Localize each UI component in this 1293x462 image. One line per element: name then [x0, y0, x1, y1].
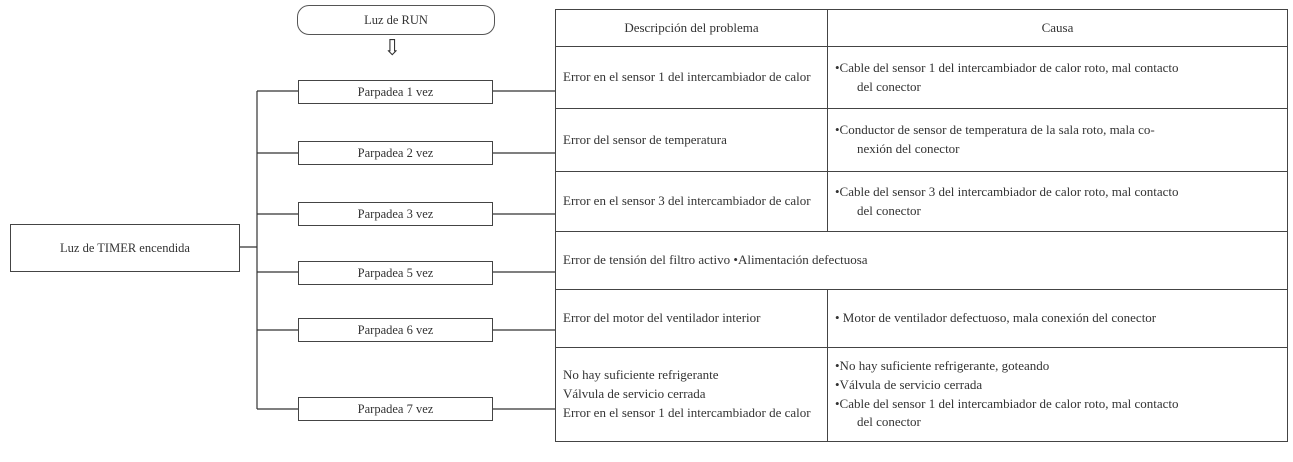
timer-light-label: Luz de TIMER encendida [60, 240, 190, 255]
header-causa: Causa [828, 10, 1288, 47]
problem-cell [556, 348, 828, 442]
table-row [556, 290, 1288, 348]
causa-text: •Cable del sensor 1 del intercambiador de calor roto, mal contacto [835, 395, 1179, 411]
table-row [556, 47, 1288, 109]
timer-light-box [10, 224, 240, 272]
causa-text: •No hay suficiente refrigerante, goteando [835, 357, 1050, 373]
run-light-box [297, 5, 495, 35]
header-description: Descripción del problema [556, 10, 828, 47]
causa-cell [828, 47, 1288, 109]
causa-cell [828, 172, 1288, 232]
causa-text: •Válvula de servicio cerrada [835, 376, 983, 392]
problem-cell [556, 290, 828, 348]
blink-box-3 [298, 202, 493, 226]
problem-cell [556, 172, 828, 232]
problem-text: Error en el sensor 3 del intercambiador de calor [563, 193, 811, 209]
table-row [556, 109, 1288, 172]
blink-label-6: Parpadea 6 vez [357, 322, 434, 337]
problem-text: Error de tensión del filtro activo •Alimentación defectuosa [563, 252, 868, 268]
table-row [556, 172, 1288, 232]
problem-cell [556, 47, 828, 109]
table-header-row [556, 10, 1288, 47]
problem-text: Válvula de servicio cerrada [563, 386, 706, 402]
causa-text: del conector [857, 202, 921, 218]
run-light-label: Luz de RUN [364, 12, 428, 27]
causa-text: del conector [857, 78, 921, 94]
blink-label-3: Parpadea 3 vez [357, 206, 434, 221]
down-arrow-icon: ⇩ [383, 35, 402, 60]
causa-text: nexión del conector [857, 141, 960, 156]
blink-label-1: Parpadea 1 vez [357, 84, 434, 99]
causa-cell [828, 290, 1288, 348]
blink-box-6 [298, 318, 493, 342]
diagnosis-table [555, 9, 1288, 442]
problem-text: No hay suficiente refrigerante [563, 367, 719, 383]
blink-label-7: Parpadea 7 vez [357, 401, 434, 416]
causa-text: del conector [857, 414, 921, 430]
causa-cell [828, 109, 1288, 172]
blink-label-5: Parpadea 5 vez [357, 265, 434, 280]
causa-text: •Conductor de sensor de temperatura de la sala roto, mala co- [835, 122, 1155, 138]
blink-label-2: Parpadea 2 vez [357, 145, 434, 160]
causa-text: •Cable del sensor 1 del intercambiador de calor roto, mal contacto [835, 59, 1179, 75]
problem-cell [556, 232, 1288, 290]
table-row [556, 348, 1288, 442]
problem-text: Error en el sensor 1 del intercambiador de calor [563, 69, 811, 85]
blink-box-7 [298, 397, 493, 421]
causa-text: •Cable del sensor 3 del intercambiador de calor roto, mal contacto [835, 183, 1179, 199]
blink-box-5 [298, 261, 493, 285]
blink-box-1 [298, 80, 493, 104]
problem-text: Error en el sensor 1 del intercambiador de calor [563, 404, 811, 420]
table-row [556, 232, 1288, 290]
problem-cell [556, 109, 828, 172]
blink-box-2 [298, 141, 493, 165]
problem-text: Error del sensor de temperatura [563, 131, 727, 147]
causa-cell [828, 348, 1288, 442]
causa-text: • Motor de ventilador defectuoso, mala conexión del conector [835, 310, 1157, 326]
problem-text: Error del motor del ventilador interior [563, 310, 761, 326]
